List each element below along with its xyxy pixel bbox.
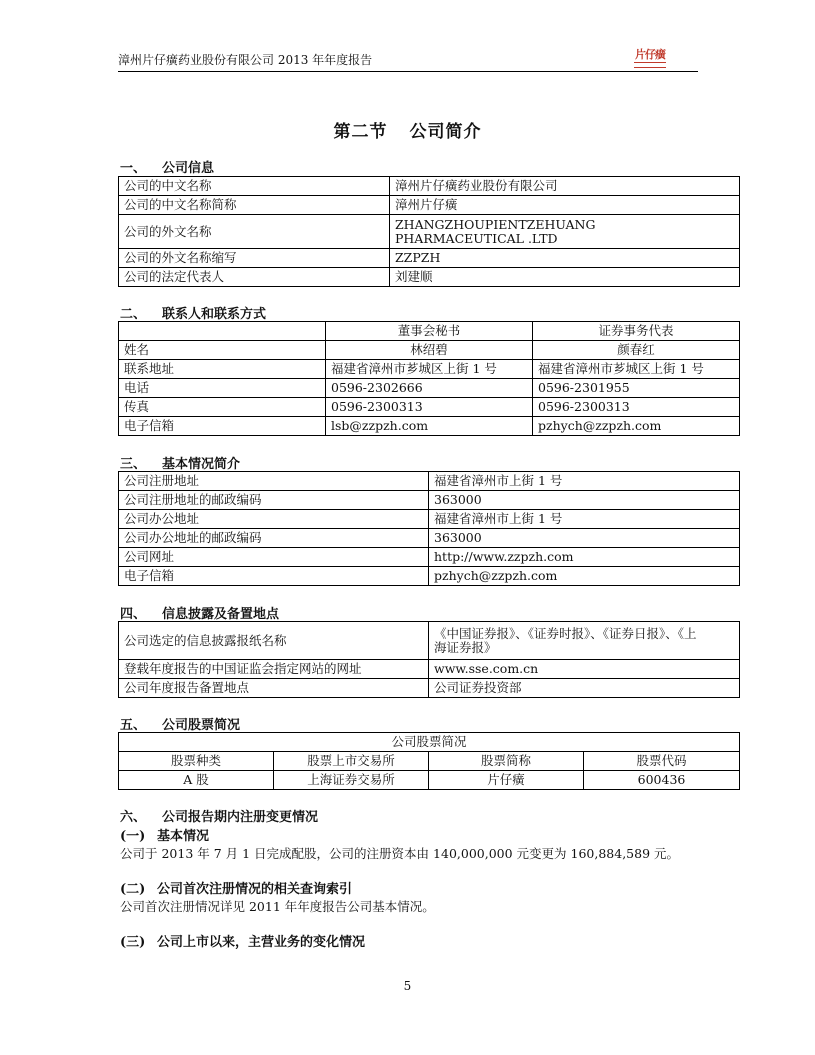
basic-info-table	[118, 471, 740, 586]
table-row	[119, 548, 740, 567]
table-cell-label: 公司的中文名称	[119, 177, 390, 196]
table-cell-value: 漳州片仔癀	[390, 196, 740, 215]
company-logo	[634, 49, 666, 69]
section-title: 公司股票简况	[162, 718, 241, 733]
section-heading-stock	[120, 714, 240, 733]
page-header	[118, 48, 698, 72]
table-cell-value: 上海证券交易所	[274, 771, 429, 790]
disclosure-table	[118, 621, 740, 698]
section-title: 公司报告期内注册变更情况	[162, 810, 319, 825]
section-title: 基本情况简介	[162, 457, 241, 472]
table-cell-value: 0596-2300313	[533, 398, 740, 417]
table-cell-value: http://www.zzpzh.com	[429, 548, 740, 567]
subsection-title: 基本情况	[157, 829, 210, 844]
table-row	[119, 622, 740, 660]
table-cell-value	[390, 215, 740, 249]
table-cell-label: 公司网址	[119, 548, 429, 567]
table-cell-label: 公司注册地址	[119, 472, 429, 491]
subsection-number: (三)	[120, 935, 146, 950]
table-header-row	[119, 752, 740, 771]
subsection-heading	[120, 878, 352, 897]
header-title: 漳州片仔癀药业股份有限公司 2013 年年度报告	[118, 53, 373, 67]
table-cell-label: 联系地址	[119, 360, 326, 379]
page-title	[0, 117, 815, 142]
cell-line: ZHANGZHOUPIENTZEHUANG	[395, 216, 596, 232]
table-title-row	[119, 733, 740, 752]
company-info-table	[118, 176, 740, 287]
page-number: 5	[403, 979, 412, 993]
table-cell-value: 福建省漳州市上街 1 号	[429, 510, 740, 529]
table-row	[119, 360, 740, 379]
table-cell-value: pzhych@zzpzh.com	[429, 567, 740, 586]
table-cell-label: 公司办公地址的邮政编码	[119, 529, 429, 548]
table-cell-value: 福建省漳州市芗城区上街 1 号	[533, 360, 740, 379]
table-row	[119, 660, 740, 679]
stock-table	[118, 732, 740, 790]
table-cell-label: 姓名	[119, 341, 326, 360]
paragraph: 公司于 2013 年 7 月 1 日完成配股，公司的注册资本由 140,000,000 元变更为 160,884,589 元。	[120, 846, 679, 861]
table-cell-value: pzhych@zzpzh.com	[533, 417, 740, 436]
column-header: 董事会秘书	[326, 322, 533, 341]
table-cell-empty	[119, 322, 326, 341]
table-row	[119, 398, 740, 417]
table-cell-value: 刘建顺	[390, 268, 740, 287]
table-row	[119, 268, 740, 287]
subsection-number: (二)	[120, 882, 146, 897]
section-number: 六、	[120, 810, 147, 825]
table-cell-label: 公司的法定代表人	[119, 268, 390, 287]
table-cell-value: lsb@zzpzh.com	[326, 417, 533, 436]
column-header: 股票上市交易所	[274, 752, 429, 771]
table-row	[119, 529, 740, 548]
table-cell-label: 公司年度报告备置地点	[119, 679, 429, 698]
subsection-number: (一)	[120, 829, 146, 844]
section-heading-company-info	[120, 157, 214, 176]
section-number: 三、	[120, 457, 147, 472]
table-cell-value: 公司证券投资部	[429, 679, 740, 698]
table-cell-value: 600436	[584, 771, 740, 790]
section-title: 联系人和联系方式	[162, 307, 267, 322]
table-cell-value: 0596-2300313	[326, 398, 533, 417]
table-cell-label: 登载年度报告的中国证监会指定网站的网址	[119, 660, 429, 679]
section-heading-contacts	[120, 303, 266, 322]
table-row	[119, 491, 740, 510]
section-heading-disclosure	[120, 603, 279, 622]
section-title: 信息披露及备置地点	[162, 607, 280, 622]
table-cell-label: 电子信箱	[119, 567, 429, 586]
page-title-name: 公司简介	[409, 122, 482, 142]
section-number: 一、	[120, 161, 147, 176]
table-cell-label: 公司的外文名称缩写	[119, 249, 390, 268]
table-row	[119, 771, 740, 790]
table-header-row	[119, 322, 740, 341]
table-cell-value: A 股	[119, 771, 274, 790]
table-row	[119, 215, 740, 249]
section-number: 四、	[120, 607, 147, 622]
column-header: 证券事务代表	[533, 322, 740, 341]
table-cell-value: www.sse.com.cn	[429, 660, 740, 679]
table-cell-label: 公司注册地址的邮政编码	[119, 491, 429, 510]
table-row	[119, 196, 740, 215]
table-cell-value: 0596-2302666	[326, 379, 533, 398]
subsection-title: 公司上市以来，主营业务的变化情况	[157, 935, 366, 950]
cell-line: 海证券报》	[434, 639, 497, 655]
column-header: 股票代码	[584, 752, 740, 771]
table-title: 公司股票简况	[119, 733, 740, 752]
table-cell-value: 颜春红	[533, 341, 740, 360]
table-cell-label: 电子信箱	[119, 417, 326, 436]
table-cell-value: 片仔癀	[429, 771, 584, 790]
table-cell-label: 公司的外文名称	[119, 215, 390, 249]
section-number: 五、	[120, 718, 147, 733]
logo-bar-icon	[634, 62, 666, 68]
subsection-title: 公司首次注册情况的相关查询索引	[157, 882, 353, 897]
table-cell-value: 福建省漳州市芗城区上街 1 号	[326, 360, 533, 379]
table-cell-value: 363000	[429, 491, 740, 510]
cell-line: PHARMACEUTICAL .LTD	[395, 230, 558, 246]
table-row	[119, 249, 740, 268]
table-cell-value: ZZPZH	[390, 249, 740, 268]
table-row	[119, 472, 740, 491]
table-cell-value: 漳州片仔癀药业股份有限公司	[390, 177, 740, 196]
table-cell-label: 公司的中文名称简称	[119, 196, 390, 215]
logo-text: 片仔癀	[635, 48, 665, 61]
subsection-heading	[120, 931, 365, 950]
table-cell-value: 林绍碧	[326, 341, 533, 360]
column-header: 股票种类	[119, 752, 274, 771]
table-cell-value: 363000	[429, 529, 740, 548]
section-heading-basic-info	[120, 453, 240, 472]
table-row	[119, 417, 740, 436]
table-cell-label: 公司选定的信息披露报纸名称	[119, 622, 429, 660]
table-row	[119, 567, 740, 586]
table-cell-label: 传真	[119, 398, 326, 417]
column-header: 股票简称	[429, 752, 584, 771]
page-title-section: 第二节	[333, 122, 388, 142]
section-title: 公司信息	[162, 161, 215, 176]
cell-line: 《中国证券报》、《证券时报》、《证券日报》、《上	[434, 625, 697, 641]
table-row	[119, 379, 740, 398]
table-cell-value	[429, 622, 740, 660]
table-row	[119, 177, 740, 196]
contacts-table	[118, 321, 740, 436]
table-cell-label: 电话	[119, 379, 326, 398]
table-cell-value: 福建省漳州市上街 1 号	[429, 472, 740, 491]
section-number: 二、	[120, 307, 147, 322]
section-heading-registration-change	[120, 806, 318, 825]
paragraph: 公司首次注册情况详见 2011 年年度报告公司基本情况。	[120, 899, 435, 914]
table-cell-label: 公司办公地址	[119, 510, 429, 529]
table-row	[119, 510, 740, 529]
table-row	[119, 341, 740, 360]
table-row	[119, 679, 740, 698]
table-cell-value: 0596-2301955	[533, 379, 740, 398]
subsection-heading	[120, 825, 209, 844]
